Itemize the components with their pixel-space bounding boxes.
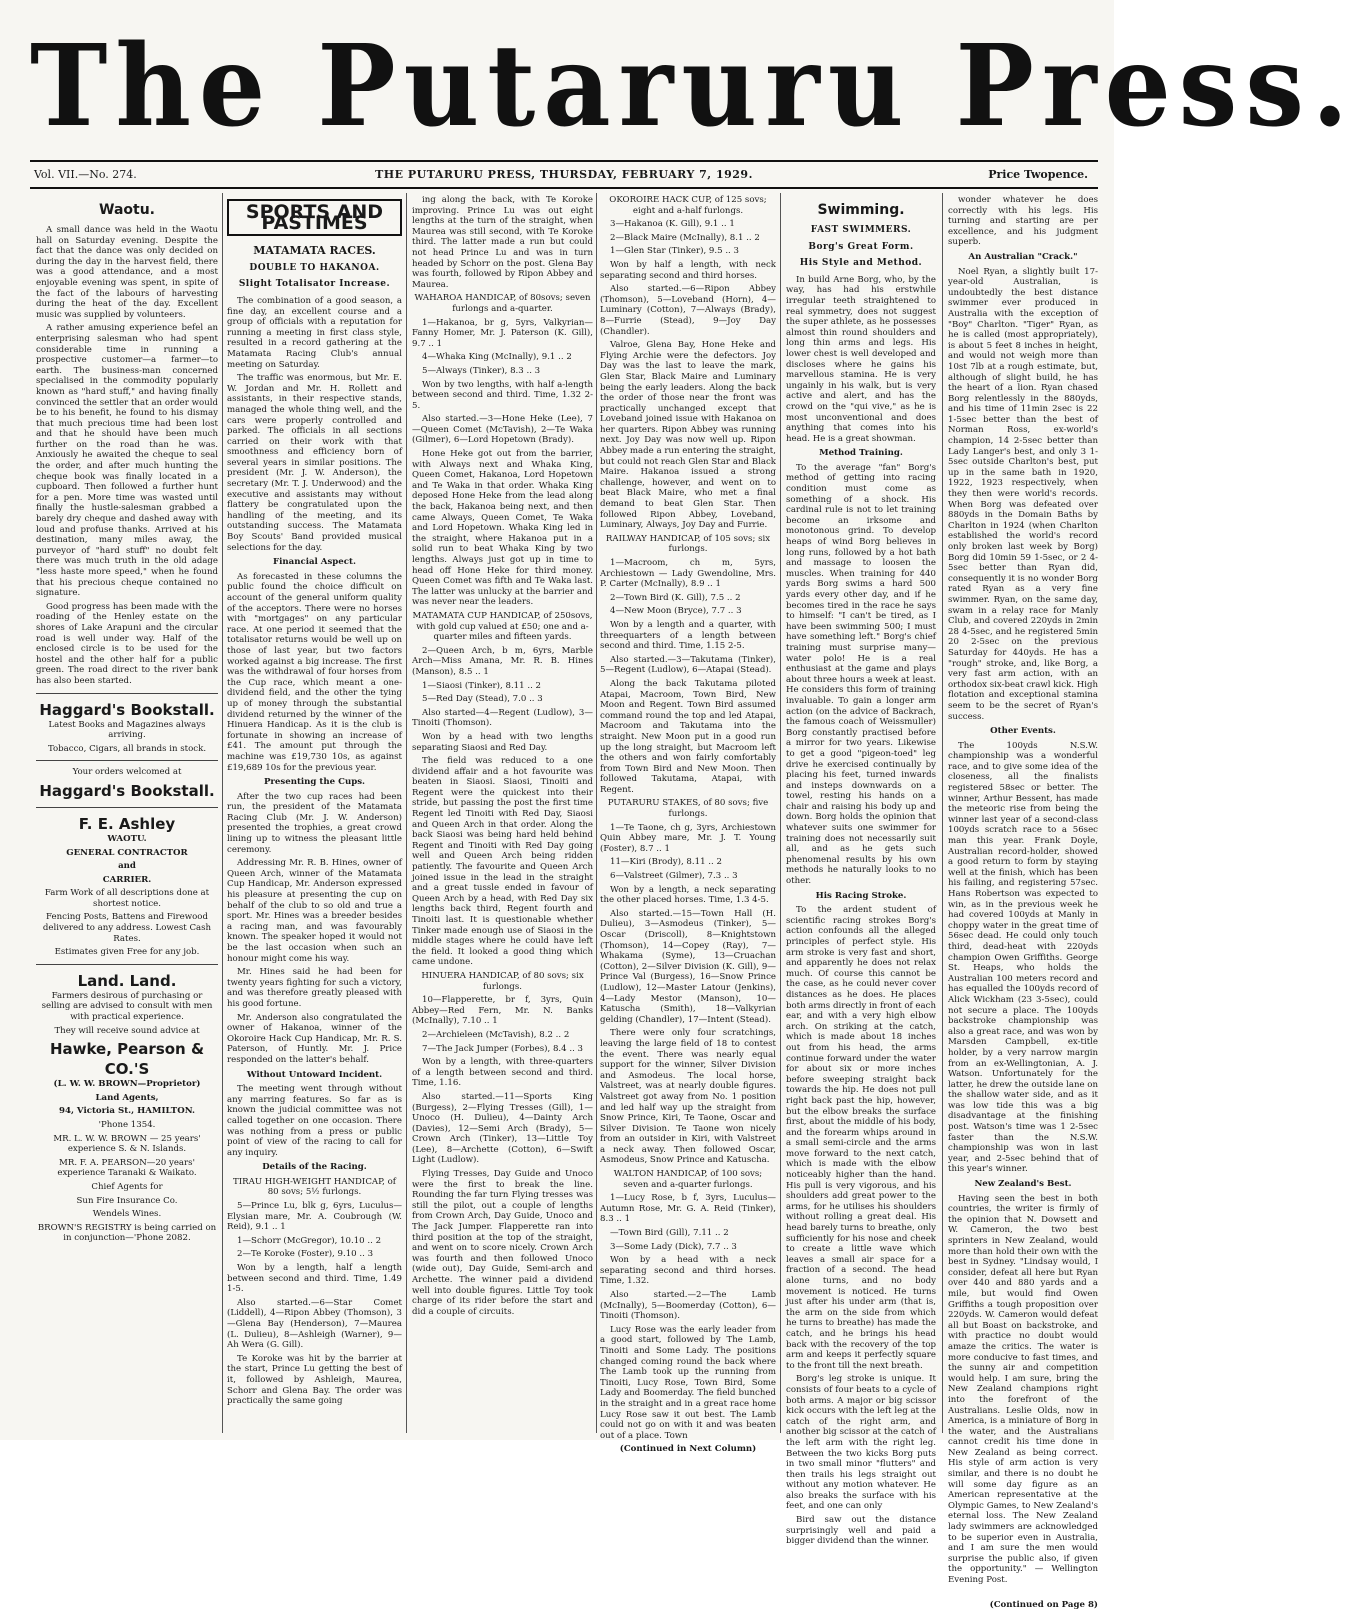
article-paragraph: Mr. Hines said he had been for twenty years fighting for such a victory, and was therefore greatly pleased with his good fortune. [227,967,402,1009]
section-heading: Financial Aspect. [273,557,356,568]
column-divider [406,193,407,1433]
article-paragraph: Won by a length, with three-quarters of a length between second and third. Time, 1.16. [412,1057,593,1089]
race-result: 1—Lucy Rose, b f, 3yrs, Luculus—Autumn Rose, Mr. G. A. Reid (Tinker), 8.3 .. 1 [600,1193,776,1225]
section-heading: Method Training. [819,448,903,459]
article-paragraph: Hone Heke got out from the barrier, with Always next and Whaka King, Queen Comet, Hakanoa, Lord Hopetown and Te Waka in that order. Whaka King deposed Hone Heke from the lead along the back, Hakanoa being next, and then came Always, Queen Comet, Te Waka and Lord Hopetown. Whaka King led in the straight, where Hakanoa put in a solid run to beat Whaka King by two lengths. Always just got up in time to head off Hone Heke for third money. Queen Comet was fifth and Te Waka last. The latter was unlucky at the barrier and was never near the leaders. [412,449,593,608]
race-result: 1—Glen Star (Tinker), 9.5 .. 3 [610,246,739,257]
column-5 [786,195,936,1547]
ad-line: WAOTU. [107,833,147,844]
article-paragraph: Also started—4—Regent (Ludlow), 3—Tinoiti (Thomson). [412,707,593,729]
issue-date: THE PUTARURU PRESS, THURSDAY, FEBRUARY 7, 1929. [375,168,753,181]
article-paragraph: Won by a length and a quarter, with threequarters of a length between second and third. Time, 1.15 2-5. [600,619,776,652]
race-result: 3—Some Lady (Dick), 7.7 .. 3 [610,1241,737,1252]
race-heading: RAILWAY HANDICAP, of 105 sovs; six furlongs. [605,533,771,555]
ad-line: (L. W. W. BROWN—Proprietor) [53,1079,201,1090]
column-divider [596,193,597,1433]
section-heading: An Australian "Crack." [968,251,1078,262]
article-paragraph: Won by half a length, with neck separating second and third horses. [600,259,776,281]
continued-note: (Continued on Page 8) [989,1599,1098,1610]
article-paragraph: wonder whatever he does correctly with his legs. His turning and starting are per excellence, and his judgment superb. [948,195,1098,248]
article-paragraph: Flying Tresses, Day Guide and Unoco were the first to break the line. Rounding the far turn Flying tresses was still the pilot, out a couple of lengths from Crown Arch, Day Guide, Unoco and The Jack Jumper. Flapperette ran into third position at the top of the straight, and went on to score nicely. Crown Arch was fourth and then followed Unoco (wide out), Day Guide, Semi-arch and Archette. The winner paid a dividend well into double figures. Little Toy took charge of its rider before the start and did a couple of circuits. [412,1169,593,1317]
masthead-title: The Putaruru Press. [30,19,1356,152]
ad-line: Land Agents, [95,1092,159,1103]
race-result: 1—Te Taone, ch g, 3yrs, Archiestown Quin Abbey mare, Mr. J. T. Young (Foster), 8.7 .. 1 [600,822,776,854]
article-subheading: Borg's Great Form. [808,241,914,252]
article-paragraph: Also started.—15—Town Hall (H. Dulieu), 3—Asmodeus (Tinker), 5—Oscar (Driscoll), 8—Knightstown (Thomson), 14—Copey (Ray), 7—Whakama (Syme), 13—Cruachan (Cotton), 2—Silver Division (K. Gill), 9—Prince Val (Burgess), 16—Snow Prince (Ludlow), 12—Master Latour (Jenkins), 4—Lady Mestor (Manson), 10—Katuscha (Smith), 18—Valkyrian gelding (Chandler), 17—Intent (Stead). [600,908,776,1025]
volume-number: Vol. VII.—No. 274. [34,168,137,181]
divider [36,693,218,694]
article-paragraph: The meeting went through without any marring features. So far as is known the judicial committee was not called together on one occasion. There was nothing from a press or public point of view of the racing to call for any inquiry. [227,1084,402,1158]
race-heading: OKOROIRE HACK CUP, of 125 sovs; eight and a-half furlongs. [609,195,767,216]
ad-line: Fencing Posts, Battens and Firewood delivered to any address. Lowest Cash Rates. [42,912,212,944]
column-divider [942,193,943,1433]
ad-line: Sun Fire Insurance Co. [76,1195,178,1206]
race-result: 1—Siaosi (Tinker), 8.11 .. 2 [422,680,541,691]
ad-line: Estimates given Free for any job. [54,947,200,958]
race-result: 10—Flapperette, br f, 3yrs, Quin Abbey—Red Fern, Mr. N. Banks (McInally), 7.10 .. 1 [412,995,593,1027]
article-paragraph: After the two cup races had been run, the president of the Matamata Racing Club (Mr. J. W. Anderson) presented the trophies, a great crowd lining up to witness the pleasant little ceremony. [227,791,402,855]
ad-title: F. E. Ashley [78,814,176,833]
article-paragraph: The 100yds N.S.W. championship was a wonderful race, and to give some idea of the closeness, all the finalists registered 58sec or better. The winner, Arthur Bessent, has made the meteoric rise from being the winner last year of a second-class 100yds scratch race to a 56sec man this year. Frank Doyle, Australian record-holder, showed a good return to form by staying well at the finish, which has been his failing, and registering 57sec. Hans Robertson was expected to win, as in the previous week he had covered 100yds at Manly in choppy water in the great time of 56sec dead. He could only touch third, dead-heat with 220yds champion Owen Griffiths. George St. Heaps, who holds the Australian 100 meters record and has equalled the 100yds record of Alick Wickham (23 3-5sec), could not secure a place. The 100yds backstroke championship was also a great race, and was won by Marsden Campbell, ex-title holder, by a very narrow margin from an ex-Wellingtonian, A. J. Watson. Unfortunately for the latter, he drew the outside lane on the shallow water side, and as it was low tide this was a big disadvantage at the finishing post. Watson's time was 1 2-5sec faster than the N.S.W. championship was won in last year, and 2-5sec behind that of this year's winner. [948,740,1099,1175]
article-paragraph: Mr. Anderson also congratulated the owner of Hakanoa, winner of the Okoroire Hack Cup Handicap, Mr. R. S. Paterson, of Huntly. Mr. J. Price responded on the latter's behalf. [227,1012,402,1065]
ad-line: Wendels Wines. [92,1209,162,1220]
ad-line: Tobacco, Cigars, all brands in stock. [47,743,207,754]
race-result: 7—The Jack Jumper (Forbes), 8.4 .. 3 [422,1043,584,1054]
article-paragraph: In build Arne Borg, who, by the way, has had his erstwhile irregular teeth straightened to real symmetry, does not suggest the super athlete, as he possesses almost thin round shoulders and long thin arms and legs. His lower chest is well developed and discloses where he gains his marvellous stamina. He is very ungainly in his walk, but is very active and alert, and has the crowd on the "qui vive," as he is most unconventional and does anything that comes into his head. He is a great showman. [786,274,936,444]
column-3 [412,195,593,1435]
article-paragraph: Also started.—2—The Lamb (McInally), 5—Boomerday (Cotton), 6—Tinoiti (Thomson). [600,1290,776,1322]
swimming-heading: Swimming. [817,202,905,218]
article-paragraph: Noel Ryan, a slightly built 17-year-old Australian, is undoubtedly the best distance swimmer ever produced in Australia with the exception of "Boy" Charlton. "Tiger" Ryan, as he is called (most appropriately), is about 5 feet 8 inches in height, and would not weigh more than 10st 7lb at a rough estimate, but, although of slight build, he has the heart of a lion. Ryan chased Borg relentlessly in the 880yds, and his time of 11min 2sec is 22 1-5sec better than the best of Norman Ross, ex-world's champion, 14 2-5sec better than Lady Langer's best, and only 3 1-5sec outside Charlton's best, put up in the same bath in 1920, 1922, 1923 respectively, when they then were world's records. When Borg was defeated over 880yds in the Domain Baths by Charlton in 1924 (when Charlton established the world's record only broken last week by Borg) Borg did 10min 59 1-5sec, or 2 4-5sec better than Ryan did, consequently it is no wonder Borg rated Ryan as a very fine swimmer. Ryan, on the same day, swam in a relay race for Manly Club, and covered 220yds in 2min 28 4-5sec, and he registered 5min 20 2-5sec on the previous Saturday for 440yds. He has a "rough" stroke, and, like Borg, a very fast arm action, with an orthodox six-beat crawl kick. High flotation and exceptional stamina seem to be the secret of Ryan's success. [948,266,1098,722]
continued-note: (Continued in Next Column) [619,1444,757,1455]
article-paragraph: Lucy Rose was the early leader from a good start, followed by The Lamb, Tinoiti and Some Lady. The positions changed coming round the back where The Lamb took up the running from Tinoiti, Lucy Rose, Town Bird, Some Lady and Boomerday. The field bunched in the straight and in a great race home Lucy Rose saw it out best. The Lamb could not go on with it and was beaten out of a place. Town [600,1324,776,1441]
race-result: 2—Black Maire (McInally), 8.1 .. 2 [610,232,760,243]
race-heading: MATAMATA CUP HANDICAP, of 250sovs, with gold cup valued at £50; one and a-quarter miles and fifteen yards. [412,610,593,643]
ad-line: 'Phone 1354. [98,1120,156,1130]
article-paragraph: Won by a head with a neck separating second and third horses. Time, 1.32. [600,1255,776,1287]
column-4 [600,195,776,1455]
article-paragraph: There were only four scratchings, leaving the large field of 18 to contest the event. There was nearly equal support for the winner, Silver Division and Asmodeus. The local horse, Valstreet, was at nearly double figures. Valstreet got away from No. 1 position and led half way up the straight from Snow Prince, Kiri, Te Taone, Oscar and Silver Division. Te Taone won nicely from an outsider in Kiri, with Valstreet a neck away. Then followed Oscar, Asmodeus, Snow Prince and Katuscha. [600,1028,776,1166]
article-paragraph: The traffic was enormous, but Mr. E. W. Jordan and Mr. H. Rollett and assistants, in their respective stands, managed the whole thing well, and the cars were properly controlled and parked. The officials in all sections carried on their work with that smoothness and efficiency born of several years in similar positions. The president (Mr. J. W. Anderson), the secretary (Mr. T. J. Underwood) and the executive and assistants may without flattery be congratulated upon the handling of the meeting, and its outstanding success. The Matamata Boy Scouts' Band provided musical selections for the day. [227,373,402,553]
masthead-rule [30,160,1098,162]
race-heading: PUTARURU STAKES, of 80 sovs; five furlongs. [607,798,769,820]
section-heading: His Racing Stroke. [815,890,907,901]
divider [36,807,218,808]
article-subheading: Slight Totalisator Increase. [238,279,391,290]
race-result: 1—Macroom, ch m, 5yrs, Archiestown — Lady Gwendoline, Mrs. P. Carter (McInally), 8.9 .. 1 [600,558,776,590]
article-paragraph: Having seen the best in both countries, the writer is firmly of the opinion that N. Dowsett and W. Cameron, the two best sprinters in New Zealand, would more than hold their own with the best in Sydney. "Lindsay would, I consider, defeat all here but Ryan over 440 and 880 yards and a mile, but would find Owen Griffiths a tough proposition over 220yds. W. Cameron would defeat all but Boast on backstroke, and with practice no doubt would amaze the critics. The water is more conducive to fast times, and the sunny air and competition would help. I am sure, bring the New Zealand champions right into the forefront of the Australians. Leslie Olds, now in America, is a miniature of Borg in the water, and the Australians cannot credit his time done in New Zealand as being correct. His style of arm action is very similar, and there is no doubt he will some day figure as an American representative at the Olympic Games, to New Zealand's eternal loss. The New Zealand lady swimmers are acknowledged to be superior even in Australia, and I am sure the men would surprise the public also, if given the opportunity." — Wellington Evening Post. [948,1193,1098,1585]
race-result: 5—Prince Lu, blk g, 6yrs, Luculus—Elysian mare, Mr. A. Coubrough (W. Reid), 9.1 .. 1 [227,1201,402,1233]
article-paragraph: As forecasted in these columns the public found the choice difficult on account of the general uniform quality of the acceptors. There were no horses with "mortgages" on any particular race. At one period it seemed that the totalisator returns would be well up on those of last year, but two factors worked against a big increase. The first was the withdrawal of four horses from the Cup race, which meant a one-dividend field, and the other the tying up of money through the substantial dividend returned by the winner of the Hinuera Handicap. As it is the club is fortunate in showing an increase of £41. The amount put through the machine was £19,730 10s, as against £19,689 10s for the previous year. [227,571,402,773]
ad-line: Chief Agents for [91,1181,163,1192]
ad-line: Farmers desirous of purchasing or selling are advised to consult with men with practical experience. [41,990,213,1023]
ad-line: MR. L. W. W. BROWN — 25 years' experience S. & N. Islands. [53,1133,201,1155]
article-subheading: His Style and Method. [799,258,923,269]
article-paragraph: The combination of a good season, a fine day, an excellent course and a group of officials with a reputation for running a meeting in first class style, resulted in a record gathering at the Matamata Racing Club's annual meeting on Saturday. [227,295,402,370]
column-6 [948,195,1099,1610]
article-paragraph: Also started.—3—Hone Heke (Lee), 7—Queen Comet (McTavish), 2—Te Waka (Gilmer), 6—Lord Hopetown (Brady). [412,414,593,446]
ad-title: Hawke, Pearson & CO.'S [49,1040,205,1079]
ad-line: They will receive sound advice at [54,1025,200,1036]
article-paragraph: Along the back Takutama piloted Atapai, Macroom, Town Bird, New Moon and Regent. Town Bird assumed command round the top and led Atapai, Macroom and Takutama into the straight. New Moon put in a good run up the long straight, but Macroom left the others and won fairly comfortably from Town Bird and New Moon. Then followed Takutama, Atapai, with Regent. [600,678,776,795]
ad-line: Your orders welcomed at [72,767,182,778]
article-paragraph: Also started.—6—Star Comet (Liddell), 4—Ripon Abbey (Thomson), 3—Glena Bay (Henderson), 7—Maurea (L. Dulieu), 8—Ashleigh (Warner), 9—Ah Wera (G. Gill). [227,1297,402,1351]
article-paragraph: A rather amusing experience befel an enterprising salesman who had spent considerable time in running a prospective customer—a farmer—to earth. The business-man concerned specialised in the commodity popularly known as "hard stuff," and having finally convinced the settler that an order would be to his benefit, he found to his dismay that much precious time had been lost and that he should have been much further on the road than he was. Anxiously he awaited the cheque to seal the order, and after much hunting the cheque book was finally located in a cupboard. Then followed a further hunt for a pen. More time was wasted until finally the hustle-salesman grabbed a barely dry cheque and dashed away with loud and profuse thanks. Arrived at his destination, many miles away, the purveyor of "hard stuff" no doubt felt there was much truth in the old adage "less haste more speed," when he found that his precious cheque contained no signature. [36,323,218,599]
race-result: 11—Kiri (Brody), 8.11 .. 2 [610,857,722,868]
article-paragraph: Te Koroke was hit by the barrier at the start, Prince Lu getting the best of it, followed by Ashleigh, Maurea, Schorr and Glena Bay. The order was practically the same going [227,1353,402,1407]
ad-line: CARRIER. [102,874,152,885]
race-result: 5—Red Day (Stead), 7.0 .. 3 [422,694,543,705]
ad-line: and [118,861,136,872]
race-result: 2—Queen Arch, b m, 6yrs, Marble Arch—Miss Amana, Mr. R. B. Hines (Manson), 8.5 .. 1 [412,645,593,677]
article-heading: MATAMATA RACES. [253,244,376,258]
race-result: —Town Bird (Gill), 7.11 .. 2 [610,1228,729,1239]
race-result: 2—Town Bird (K. Gill), 7.5 .. 2 [610,592,741,603]
article-paragraph: Also started.—11—Sports King (Burgess), 2—Flying Tresses (Gill), 1—Unoco (H. Dulieu), 4—Dainty Arch (Davies), 12—Semi Arch (Brady), 5—Crown Arch (Tinker), 13—Little Toy (Lee), 8—Archette (Cotton), 6—Swift Light (Ludlow). [412,1091,593,1166]
ad-title: Haggard's Bookstall. [39,781,215,800]
column-divider [222,193,223,1433]
divider [36,964,218,965]
section-heading: Without Untoward Incident. [246,1069,383,1080]
article-paragraph: To the ardent student of scientific racing strokes Borg's action confounds all the alleged principles of perfect style. His arm stroke is very fast and short, and apparently he does not relax much. Of course this cannot be the case, as he could never cover distances as he does. He places both arms directly in front of each ear, and with a very high elbow arch. On striking at the catch, which is made about 18 inches out from his head, the arms continue forward under the water for about six or more inches before sweeping straight back towards the hip. He does not pull right back past the hip, however, but the elbow breaks the surface first, about the middle of his body, and the forearm whips around in a small semi-circle and the arms move forward to the next catch, which is made with the elbow noticeably higher than the hand. His pull is very vigorous, and his shoulders add great power to the arms, for he utilises his shoulders without rolling a great deal. His head barely turns to breathe, only sufficiently for his nose and cheek to create a little wave which leaves a small air space for a fraction of a second. The head alone turns, and no body movement is noticed. He turns just after his under arm (that is, the arm on the side from which he turns to breathe) has made the catch, and he brings his head back with the recovery of the top arm and keeps it perfectly square to the front till the next breath. [786,905,936,1371]
column-divider [780,193,781,1433]
article-paragraph: Won by a length, half a length between second and third. Time, 1.49 1-5. [227,1263,402,1295]
article-paragraph: Also started.—6—Ripon Abbey (Thomson), 5—Loveband (Horn), 4—Luminary (Cotton), 7—Always (Brady), 8—Furrie (Stead), 9—Joy Day (Chandler). [600,284,776,337]
race-result: 4—Whaka King (McInally), 9.1 .. 2 [422,352,572,363]
price: Price Twopence. [988,168,1088,181]
folio-rule [30,187,1098,189]
ad-line: Farm Work of all descriptions done at shortest notice. [44,888,210,909]
article-subheading: DOUBLE TO HAKANOA. [249,262,380,273]
waotu-heading: Waotu. [99,202,155,218]
column-2 [227,195,402,1435]
ad-line: 94, Victoria St., HAMILTON. [58,1106,195,1117]
article-paragraph: The field was reduced to a one dividend affair and a hot favourite was beaten in Siaosi. Siaosi, Tinoiti and Regent were the quickest into their stride, but passing the post the first time Regent led Tinoiti with Red Day, Siaosi and Queen Arch in that order. Along the back Siaosi was being hard held behind Regent and Tinoiti with Red Day going well and Queen Arch being ridden patiently. The favourite and Queen Arch joined issue in the lead in the straight and a great tussle ended in favour of Queen Arch by a head, with Red Day six lengths back third, Regent fourth and Tinoiti last. It is questionable whether Tinker made enough use of Siaosi in the middle stages where he could have left the field. It looked a good thing which came undone. [412,756,593,968]
race-result: 2—Archieleen (McTavish), 8.2 .. 2 [422,1029,570,1040]
race-result: 4—New Moon (Bryce), 7.7 .. 3 [610,606,742,617]
article-paragraph: Bird saw out the distance surprisingly well and paid a bigger dividend than the winner. [786,1515,936,1547]
ad-line: MR. F. A. PEARSON—20 years' experience Taranaki & Waikato. [57,1157,197,1179]
article-paragraph: Won by two lengths, with half a-length between second and third. Time, 1.32 2-5. [412,379,593,411]
ad-title: Land. Land. [77,971,177,990]
folio-line [34,166,1094,184]
section-heading: Details of the Racing. [262,1162,367,1173]
race-result: 1—Schorr (McGregor), 10.10 .. 2 [237,1235,382,1246]
article-paragraph: Won by a length, a neck separating the other placed horses. Time, 1.3 4-5. [600,884,776,906]
race-result: 6—Valstreet (Gilmer), 7.3 .. 3 [610,871,738,882]
article-paragraph: Won by a head with two lengths separating Siaosi and Red Day. [412,731,593,753]
race-heading: HINUERA HANDICAP, of 80 sovs; six furlongs. [421,970,584,992]
ad-title: Haggard's Bookstall. [39,700,215,719]
race-result: 5—Always (Tinker), 8.3 .. 3 [422,365,541,376]
article-paragraph: Good progress has been made with the roading of the Henley estate on the shores of Lake Arapuni and the circular road is well under way. Half of the enclosed circle is to be used for the hostel and the other half for a public green. The road direct to the river bank has also been started. [36,601,218,686]
race-heading: TIRAU HIGH-WEIGHT HANDICAP, of 80 sovs; 5½ furlongs. [233,1176,396,1198]
race-result: 2—Te Koroke (Foster), 9.10 .. 3 [237,1249,374,1260]
section-banner: SPORTS AND PASTIMES [227,199,402,236]
section-heading: New Zealand's Best. [974,1179,1072,1190]
ad-line: BROWN'S REGISTRY is being carried on in conjunction—'Phone 2082. [37,1222,217,1244]
article-paragraph: Also started.—3—Takutama (Tinker), 5—Regent (Ludlow), 6—Atapai (Stead). [600,654,776,676]
divider [36,760,218,761]
ad-line: GENERAL CONTRACTOR [66,847,188,858]
ad-line: Latest Books and Magazines always arriving. [48,719,206,741]
section-heading: Other Events. [990,726,1056,737]
article-subheading: FAST SWIMMERS. [810,225,912,235]
race-heading: WAHAROA HANDICAP, of 80sovs; seven furlongs and a-quarter. [414,293,591,314]
race-result: 1—Hakanoa, br g, 5yrs, Valkyrian—Fanny Homer, Mr. J. Paterson (K. Gill), 9.7 .. 1 [412,317,593,349]
article-paragraph: A small dance was held in the Waotu hall on Saturday evening. Despite the fact that the dance was only decided on during the day in the harvest field, there was a good attendance, and a most enjoyable evening was spent, in spite of the fact of the labours of harvesting during the heat of the day. Excellent music was supplied by volunteers. [36,225,218,320]
article-paragraph: Addressing Mr. R. B. Hines, owner of Queen Arch, winner of the Matamata Cup Handicap, Mr. Anderson expressed his pleasure at presenting the cup on behalf of the club to so old and true a sport. Mr. Hines was a breeder besides a racing man, and was favourably known. The speaker hoped it would not be the last occasion when such an honour might come his way. [227,858,402,964]
race-result: 3—Hakanoa (K. Gill), 9.1 .. 1 [610,219,735,230]
article-paragraph: Valroe, Glena Bay, Hone Heke and Flying Archie were the defectors. Joy Day was the last to leave the mark, Glen Star, Black Maire and Luminary being the early leaders. Along the back the order of those near the front was practically unchanged except that Loveband joined issue with Hakanoa on her quarters. Ripon Abbey was running next. Joy Day was now well up. Ripon Abbey made a run entering the straight, but could not reach Glen Star and Black Maire. Hakanoa issued a strong challenge, however, and went on to beat Black Maire, who met a final demand to beat Glen Star. Then followed Ripon Abbey, Loveband, Luminary, Always, Joy Day and Furrie. [600,340,776,531]
article-paragraph: ing along the back, with Te Koroke improving. Prince Lu was out eight lengths at the turn of the straight, when Maurea was still second, with Te Koroke third. The latter made a run but could not head Prince Lu and was in turn headed by Schorr on the post. Glena Bay was fourth, followed by Ripon Abbey and Maurea. [412,195,593,290]
section-heading: Presenting the Cups. [263,777,366,788]
article-paragraph: To the average "fan" Borg's method of getting into racing condition must come as something of a shock. His cardinal rule is not to let training become an irksome and monotonous grind. To develop heaps of wind Borg believes in long runs, followed by a hot bath and massage to loosen the muscles. When training for 440 yards Borg swims a hard 500 yards every other day, and if he becomes tired in the race he says to himself: "I can't be tired, as I have been swimming 500; I must have something left." Borg's chief training must surprise many—water polo! He is a real enthusiast at the game and plays about three hours a week at least. He considers this form of training invaluable. To gain a longer arm action (on the advice of Backrach, the famous coach of Weissmuller) Borg constantly practised before a mirror for two years. Likewise to get a good "pigeon-toed" leg drive he exercised continually by placing his feet, turned inwards and insteps downwards on a towel, resting his hands on a chair and raising his body up and down. Borg holds the opinion that whatever suits one swimmer for training does not necessarily suit all, and as he gets such phenomenal results by his own methods he naturally looks to no other. [786,462,936,887]
race-heading: WALTON HANDICAP, of 100 sovs; seven and a-quarter furlongs. [613,1169,763,1190]
article-paragraph: Borg's leg stroke is unique. It consists of four beats to a cycle of both arms. A major or big scissor kick occurs with the left leg at the catch of the right arm, and another big scissor at the catch of the left arm with the right leg. Between the two kicks Borg puts in two small minor "flutters" and then trails his legs straight out without any motion whatever. He also breaks the surface with his feet, and one can only [786,1374,936,1512]
column-1 [36,195,218,1435]
